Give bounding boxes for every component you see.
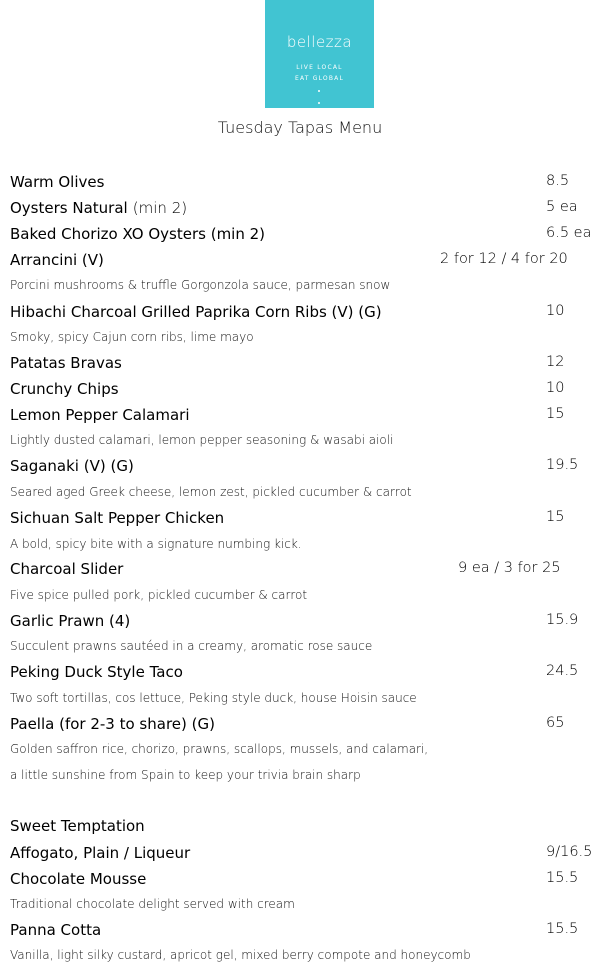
menu-item-price: 10 <box>546 380 565 396</box>
menu-item-price: 5 ea <box>546 199 578 215</box>
menu-item-baked-chorizo-oysters <box>10 224 265 243</box>
menu-item-oysters-natural <box>10 198 187 217</box>
menu-item-patatas-bravas <box>10 353 122 372</box>
menu-item-name: Saganaki (V) (G) <box>10 457 134 475</box>
menu-item-name: Arrancini (V) <box>10 251 104 269</box>
menu-item-price: 15 <box>546 406 565 422</box>
menu-item-name: Affogato, Plain / Liqueur <box>10 844 191 862</box>
brand-logo <box>265 0 374 108</box>
menu-item-lemon-pepper-calamari <box>10 405 190 424</box>
menu-item-name: Baked Chorizo XO Oysters (min 2) <box>10 225 266 243</box>
menu-item-chocolate-mousse <box>10 869 146 888</box>
menu-item-price: 15.5 <box>546 921 579 937</box>
menu-item-name: Panna Cotta <box>10 921 102 939</box>
menu-item-description: Smoky, spicy Cajun corn ribs, lime mayo <box>10 330 254 344</box>
menu-item-name: Warm Olives <box>10 173 105 191</box>
logo-dot <box>318 90 320 92</box>
menu-item-charcoal-slider <box>10 559 123 578</box>
menu-item-price: 10 <box>546 303 565 319</box>
menu-item-price: 8.5 <box>546 173 570 189</box>
menu-item-price: 24.5 <box>546 663 579 679</box>
menu-item-sichuan-chicken <box>10 508 224 527</box>
menu-item-name: Paella (for 2-3 to share) (G) <box>10 715 215 733</box>
menu-item-description: Succulent prawns sautéed in a creamy, aromatic rose sauce <box>10 639 373 653</box>
menu-item-price: 19.5 <box>546 457 579 473</box>
menu-item-name: Lemon Pepper Calamari <box>10 406 190 424</box>
menu-item-name: Patatas Bravas <box>10 354 122 372</box>
menu-item-name: Oysters Natural <box>10 199 128 217</box>
section-heading-sweet: Sweet Temptation <box>10 817 145 835</box>
menu-item-price: 2 for 12 / 4 for 20 <box>440 251 568 267</box>
logo-tagline-live-local: LIVE LOCAL <box>296 64 343 71</box>
menu-item-warm-olives <box>10 172 104 191</box>
menu-item-price: 6.5 ea <box>546 225 592 241</box>
menu-item-price: 12 <box>546 354 565 370</box>
menu-item-price: 65 <box>546 715 565 731</box>
menu-item-description: Porcini mushrooms & truffle Gorgonzola sauce, parmesan snow <box>10 278 391 292</box>
menu-item-name: Sichuan Salt Pepper Chicken <box>10 509 225 527</box>
menu-item-corn-ribs <box>10 302 382 321</box>
menu-item-price: 15 <box>546 509 565 525</box>
menu-item-description: Seared aged Greek cheese, lemon zest, pickled cucumber & carrot <box>10 485 412 499</box>
menu-item-arrancini <box>10 250 104 269</box>
menu-item-name: Chocolate Mousse <box>10 870 147 888</box>
menu-item-affogato <box>10 843 190 862</box>
menu-item-description: Traditional chocolate delight served with cream <box>10 897 295 911</box>
menu-item-name: Peking Duck Style Taco <box>10 663 183 681</box>
menu-item-description-line-2: a little sunshine from Spain to keep your trivia brain sharp <box>10 768 361 782</box>
logo-dot <box>318 102 320 104</box>
logo-wordmark: bellezza <box>286 33 353 51</box>
menu-item-note: (min 2) <box>132 199 188 217</box>
menu-item-name: Crunchy Chips <box>10 380 119 398</box>
menu-item-name: Garlic Prawn (4) <box>10 612 131 630</box>
menu-item-price: 9/16.5 <box>546 844 593 860</box>
menu-item-price: 15.5 <box>546 870 579 886</box>
menu-item-price: 15.9 <box>546 612 579 628</box>
menu-item-peking-duck-taco <box>10 662 183 681</box>
menu-item-price: 9 ea / 3 for 25 <box>458 560 561 576</box>
menu-item-description: Vanilla, light silky custard, apricot gel, mixed berry compote and honeycomb <box>10 948 471 962</box>
menu-item-name: Charcoal Slider <box>10 560 124 578</box>
menu-item-crunchy-chips <box>10 379 119 398</box>
menu-item-description: A bold, spicy bite with a signature numbing kick. <box>10 537 302 551</box>
menu-item-panna-cotta <box>10 920 101 939</box>
menu-title: Tuesday Tapas Menu <box>217 118 383 137</box>
menu-item-name: Hibachi Charcoal Grilled Paprika Corn Ribs (V) (G) <box>10 303 382 321</box>
menu-item-saganaki <box>10 456 134 475</box>
menu-item-description: Lightly dusted calamari, lemon pepper seasoning & wasabi aioli <box>10 433 394 447</box>
menu-item-garlic-prawn <box>10 611 130 630</box>
menu-item-paella <box>10 714 215 733</box>
logo-tagline-eat-global: EAT GLOBAL <box>294 75 345 82</box>
menu-item-description: Two soft tortillas, cos lettuce, Peking style duck, house Hoisin sauce <box>10 691 417 705</box>
menu-item-description: Five spice pulled pork, pickled cucumber & carrot <box>10 588 308 602</box>
menu-item-description: Golden saffron rice, chorizo, prawns, scallops, mussels, and calamari, <box>10 742 429 756</box>
